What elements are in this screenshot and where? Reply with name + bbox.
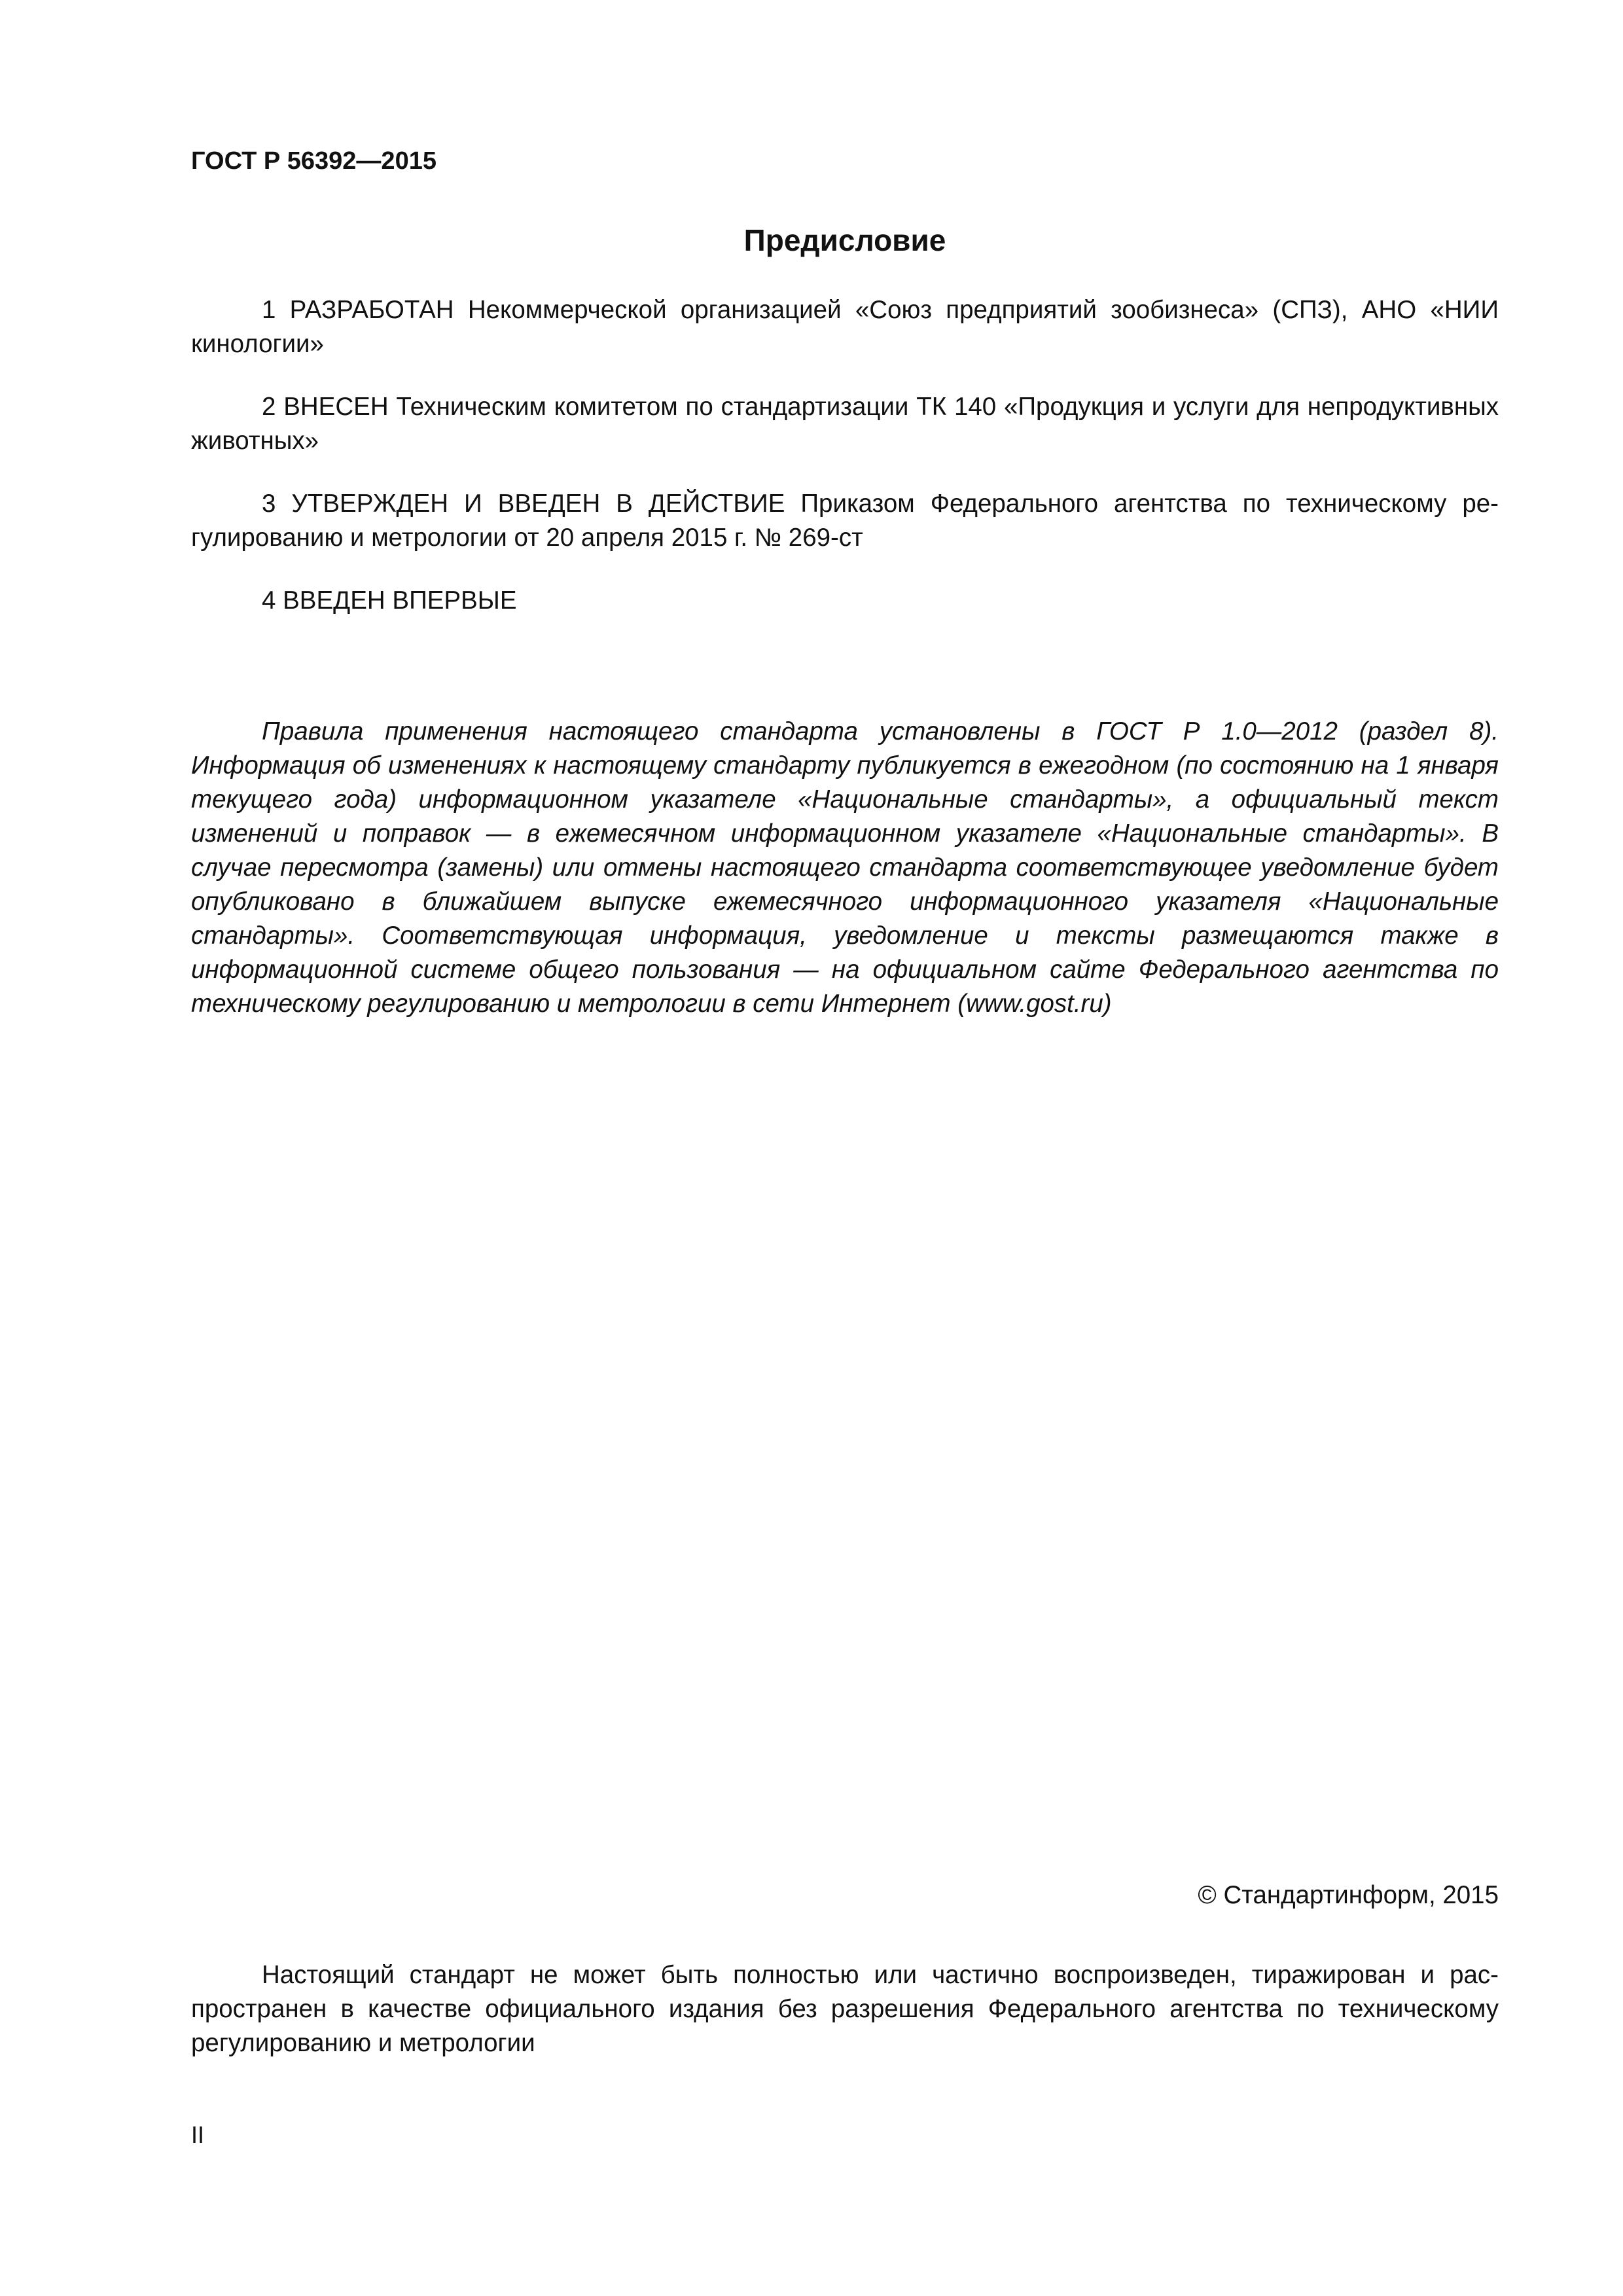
foreword-item-approved: 3 УТВЕРЖДЕН И ВВЕДЕН В ДЕЙСТВИЕ Приказом Федерального агентства по техническому регулированию и метрологии от 20 апреля 2015 г. № 269-ст: [191, 490, 1499, 552]
foreword-item-developed: 1 РАЗРАБОТАН Некоммерческой организацией «Союз предприятий зообизнеса» (СПЗ), АНО «НИИ кинологии»: [191, 296, 1499, 358]
foreword-item-introduced: 2 ВНЕСЕН Техническим комитетом по стандартизации ТК 140 «Продукция и услуги для непродуктивных животных»: [191, 393, 1499, 455]
application-rules-notice: Правила применения настоящего стандарта установлены в ГОСТ Р 1.0—2012 (раздел 8). Информация об изменениях к настоящему стандарту публикуется в ежегодном (по состоянию на 1 января текущего года) информационном указателе «Национальные стандарты», а официальный текст изменений и поправок — в ежемесячном информационном указателе «Национальные стандарты». В случае пересмотра (замены) или отмены настоящего стандарта соответствующее уведомление будет опубликовано в ближайшем выпуске ежемесячного информационного указателя «Национальные стандарты». Соответствующая информация, уведомление и тексты размещаются также в информационной системе общего пользования — на официальном сайте Федерального агентства по техническому регулированию и метрологии в сети Интернет (www.gost.ru): [191, 717, 1499, 1018]
page-number: II: [191, 2121, 205, 2148]
reproduction-disclaimer: Настоящий стандарт не может быть полностью или частично воспроизведен, тиражирован и распространен в качестве официального издания без разрешения Федерального агентства по техническому регулированию и метрологии: [191, 1961, 1499, 2057]
document-code: ГОСТ Р 56392—2015: [191, 147, 437, 175]
foreword-item-first-introduced: 4 ВВЕДЕН ВПЕРВЫЕ: [262, 586, 517, 615]
copyright-line: © Стандартинформ, 2015: [1198, 1881, 1499, 1909]
foreword-title: Предисловие: [743, 223, 946, 257]
